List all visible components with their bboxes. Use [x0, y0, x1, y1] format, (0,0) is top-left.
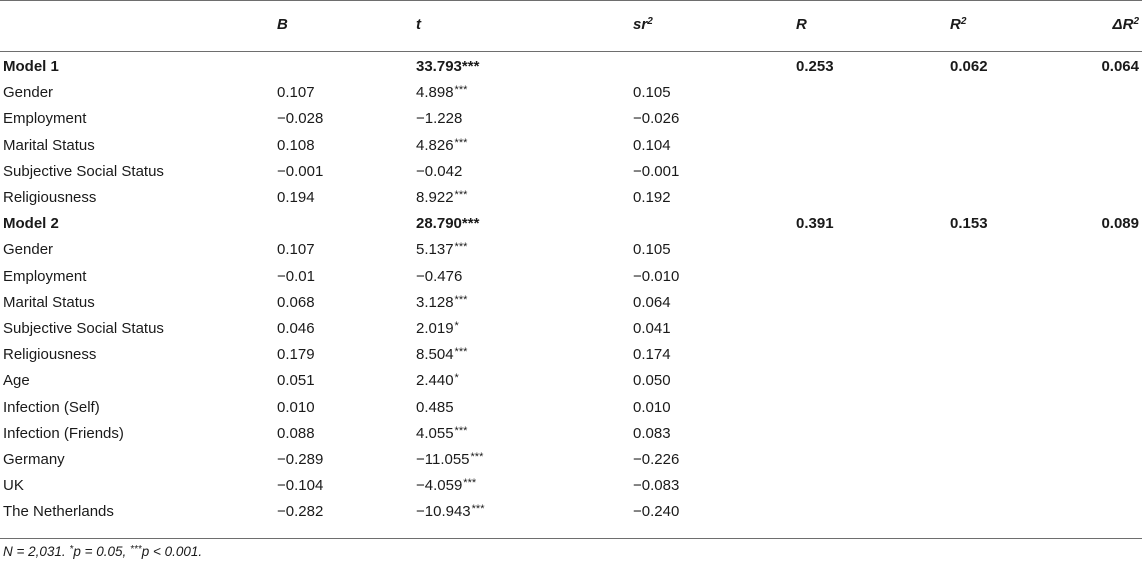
- table-row: [0, 342, 1142, 368]
- note-star-triple: ***: [130, 544, 142, 555]
- cell-b: [277, 368, 315, 394]
- cell-b-value: 0.179: [277, 346, 315, 364]
- row-label-value: Germany: [3, 451, 65, 468]
- significance-stars: ***: [454, 136, 468, 149]
- header-r2-sup: 2: [960, 16, 967, 27]
- cell-sr2: [633, 395, 671, 421]
- cell-b-value: −0.289: [277, 451, 324, 468]
- row-label: [3, 395, 100, 421]
- cell-t: [416, 421, 467, 447]
- table-row: [0, 421, 1142, 447]
- header-sr2-sup: 2: [647, 16, 653, 27]
- row-label: [3, 211, 59, 237]
- significance-stars: ***: [454, 293, 468, 306]
- row-label: [3, 237, 53, 263]
- cell-sr2: [633, 368, 671, 394]
- header-r2: [950, 12, 966, 38]
- cell-t: [416, 106, 463, 132]
- row-label-value: Employment: [3, 110, 87, 128]
- cell-sr2-value: 0.010: [633, 398, 671, 416]
- row-label: [3, 290, 95, 316]
- cell-b: [277, 447, 323, 473]
- cell-sr2-value: 0.064: [633, 293, 671, 311]
- cell-t: [416, 473, 476, 499]
- significance-stars: ***: [454, 189, 468, 201]
- header-r: R: [796, 16, 807, 33]
- cell-b-value: 0.194: [277, 189, 315, 206]
- cell-r: [796, 211, 834, 237]
- cell-r2-value: 0.062: [950, 58, 988, 75]
- cell-t: [416, 159, 463, 185]
- cell-b: [277, 185, 315, 211]
- cell-t-value: −1.228: [416, 110, 463, 128]
- table-row: [0, 185, 1142, 211]
- row-label-value: Infection (Self): [3, 398, 100, 416]
- cell-sr2-value: 0.105: [633, 241, 671, 259]
- cell-b: [277, 395, 315, 421]
- cell-t-value: −0.476: [416, 267, 463, 285]
- cell-b-value: −0.01: [277, 267, 315, 285]
- row-label: [3, 499, 114, 525]
- cell-b: [277, 264, 315, 290]
- cell-delta-r2: [1101, 211, 1139, 237]
- table-row: [0, 368, 1142, 394]
- cell-t-value: 3.128: [416, 293, 454, 311]
- row-label: [3, 473, 24, 499]
- row-label-value: Subjective Social Status: [3, 320, 164, 337]
- table-row: [0, 316, 1142, 342]
- cell-b-value: −0.104: [277, 477, 324, 495]
- cell-sr2-value: 0.105: [633, 84, 671, 102]
- significance-stars: ***: [471, 503, 485, 516]
- table-row: [0, 106, 1142, 132]
- header-sr2: [633, 12, 653, 38]
- cell-r2: [950, 54, 988, 80]
- cell-sr2-value: −0.001: [633, 162, 680, 180]
- row-label: [3, 159, 164, 185]
- cell-sr2-value: −0.026: [633, 110, 680, 128]
- cell-b: [277, 342, 315, 368]
- cell-sr2: [633, 133, 671, 159]
- significance-stars: ***: [470, 451, 484, 463]
- cell-t-value: 33.793: [416, 58, 462, 75]
- table-bottom-rule: [0, 538, 1142, 539]
- cell-b-value: −0.282: [277, 503, 324, 521]
- header-sr2-base: sr: [633, 16, 648, 33]
- cell-sr2-value: 0.174: [633, 346, 671, 364]
- table-footnote: [3, 542, 202, 562]
- row-label: [3, 106, 86, 132]
- row-label: [3, 185, 96, 211]
- row-label-value: Model 2: [3, 215, 59, 233]
- significance-stars: ***: [461, 215, 480, 233]
- cell-b: [277, 80, 315, 106]
- table-row: [0, 80, 1142, 106]
- note-p3: p < 0.001.: [141, 544, 203, 559]
- cell-b-value: 0.010: [277, 398, 315, 416]
- table-row: [0, 133, 1142, 159]
- header-r2-base: R: [950, 16, 961, 33]
- row-label-value: Gender: [3, 84, 54, 102]
- cell-t: [416, 185, 467, 211]
- cell-b: [277, 159, 323, 185]
- cell-t: [416, 133, 467, 159]
- note-n: N = 2,031.: [3, 544, 70, 559]
- cell-sr2-value: −0.240: [633, 503, 680, 521]
- header-delta-r2-sup: 2: [1133, 16, 1139, 27]
- row-label-value: Model 1: [3, 58, 59, 75]
- row-label: [3, 342, 96, 368]
- table-row: [0, 237, 1142, 263]
- significance-stars: *: [454, 372, 459, 385]
- cell-b: [277, 316, 315, 342]
- cell-t-value: −0.042: [416, 162, 463, 180]
- cell-b: [277, 106, 323, 132]
- row-label-value: Age: [3, 372, 30, 390]
- cell-sr2: [633, 473, 679, 499]
- significance-stars: ***: [454, 84, 468, 97]
- cell-r-value: 0.391: [796, 215, 834, 233]
- cell-t-value: 5.137: [416, 241, 454, 259]
- row-label: [3, 264, 86, 290]
- row-label-value: UK: [3, 477, 24, 495]
- header-row: [0, 12, 1142, 38]
- cell-t-value: −4.059: [416, 477, 463, 495]
- cell-b-value: 0.068: [277, 293, 315, 311]
- significance-stars: *: [454, 320, 459, 332]
- cell-sr2: [633, 237, 671, 263]
- cell-sr2: [633, 185, 671, 211]
- cell-delta-r2-value: 0.064: [1101, 58, 1139, 75]
- cell-sr2: [633, 290, 671, 316]
- header-b: B: [277, 16, 288, 33]
- significance-stars: ***: [454, 424, 468, 437]
- row-label-value: Religiousness: [3, 346, 97, 364]
- row-label: [3, 54, 59, 80]
- model-row: [0, 54, 1142, 80]
- cell-t-value: 8.922: [416, 189, 454, 206]
- cell-t-value: −10.943: [416, 503, 471, 521]
- note-star-single: *: [69, 544, 74, 555]
- row-label-value: Marital Status: [3, 293, 95, 311]
- cell-t: [416, 316, 459, 342]
- significance-stars: ***: [454, 346, 468, 359]
- significance-stars: ***: [461, 58, 480, 75]
- significance-stars: ***: [463, 477, 477, 490]
- cell-t: [416, 264, 463, 290]
- cell-t: [416, 237, 467, 263]
- table-row: [0, 499, 1142, 525]
- row-label-value: Marital Status: [3, 136, 95, 154]
- cell-b: [277, 237, 315, 263]
- cell-b-value: 0.107: [277, 84, 315, 102]
- note-p1: p = 0.05,: [73, 544, 130, 559]
- cell-t-value: 4.898: [416, 84, 454, 102]
- cell-r: [796, 54, 834, 80]
- cell-t-value: 28.790: [416, 215, 462, 233]
- row-label-value: Religiousness: [3, 189, 97, 206]
- table-row: [0, 447, 1142, 473]
- cell-t-value: 2.019: [416, 320, 454, 337]
- cell-t: [416, 211, 479, 237]
- header-rule: [0, 51, 1142, 52]
- row-label-value: Infection (Friends): [3, 424, 124, 442]
- row-label-value: Employment: [3, 267, 87, 285]
- cell-r2-value: 0.153: [950, 215, 988, 233]
- cell-r2: [950, 211, 988, 237]
- cell-b: [277, 421, 315, 447]
- row-label: [3, 133, 95, 159]
- row-label-value: Subjective Social Status: [3, 162, 164, 180]
- cell-t-value: 4.055: [416, 424, 454, 442]
- cell-sr2: [633, 106, 679, 132]
- row-label: [3, 368, 30, 394]
- cell-t: [416, 80, 467, 106]
- cell-delta-r2: [1101, 54, 1139, 80]
- cell-r-value: 0.253: [796, 58, 834, 75]
- table-row: [0, 159, 1142, 185]
- row-label-value: Gender: [3, 241, 54, 259]
- cell-sr2: [633, 447, 679, 473]
- cell-b-value: 0.108: [277, 136, 315, 154]
- cell-sr2: [633, 264, 679, 290]
- cell-sr2: [633, 499, 679, 525]
- row-label: [3, 421, 124, 447]
- cell-sr2-value: −0.083: [633, 477, 680, 495]
- cell-sr2: [633, 80, 671, 106]
- cell-t: [416, 499, 484, 525]
- cell-sr2-value: 0.050: [633, 372, 671, 390]
- row-label: [3, 447, 65, 473]
- cell-b-value: 0.107: [277, 241, 315, 259]
- cell-sr2-value: 0.192: [633, 189, 671, 206]
- cell-t: [416, 447, 483, 473]
- cell-t: [416, 368, 459, 394]
- cell-t: [416, 395, 455, 421]
- cell-t-value: 4.826: [416, 136, 454, 154]
- cell-t: [416, 54, 479, 80]
- table-row: [0, 395, 1142, 421]
- cell-t-value: 0.485: [416, 398, 454, 416]
- cell-b: [277, 133, 315, 159]
- cell-sr2-value: −0.010: [633, 267, 680, 285]
- cell-b: [277, 473, 323, 499]
- table-row: [0, 290, 1142, 316]
- cell-t-value: −11.055: [416, 451, 470, 468]
- cell-t: [416, 342, 467, 368]
- row-label-value: The Netherlands: [3, 503, 114, 521]
- cell-sr2: [633, 421, 671, 447]
- row-label: [3, 316, 164, 342]
- header-delta-r2-base: ΔR: [1112, 16, 1134, 33]
- cell-sr2: [633, 159, 679, 185]
- cell-b-value: 0.088: [277, 424, 315, 442]
- cell-b-value: −0.028: [277, 110, 324, 128]
- header-t: t: [416, 16, 421, 33]
- significance-stars: ***: [454, 241, 468, 254]
- table-row: [0, 264, 1142, 290]
- cell-sr2-value: 0.083: [633, 424, 671, 442]
- cell-sr2: [633, 342, 671, 368]
- cell-b-value: 0.051: [277, 372, 315, 390]
- table-top-rule: [0, 0, 1142, 1]
- cell-sr2-value: 0.041: [633, 320, 671, 337]
- table-row: [0, 473, 1142, 499]
- cell-sr2: [633, 316, 671, 342]
- cell-b: [277, 290, 315, 316]
- model-row: [0, 211, 1142, 237]
- header-delta-r2: [1113, 12, 1139, 38]
- cell-b: [277, 499, 323, 525]
- cell-b-value: −0.001: [277, 162, 324, 180]
- cell-sr2-value: −0.226: [633, 451, 680, 468]
- cell-delta-r2-value: 0.089: [1101, 215, 1139, 233]
- cell-t: [416, 290, 467, 316]
- row-label: [3, 80, 53, 106]
- cell-t-value: 8.504: [416, 346, 454, 364]
- cell-b-value: 0.046: [277, 320, 315, 337]
- cell-t-value: 2.440: [416, 372, 454, 390]
- cell-sr2-value: 0.104: [633, 136, 671, 154]
